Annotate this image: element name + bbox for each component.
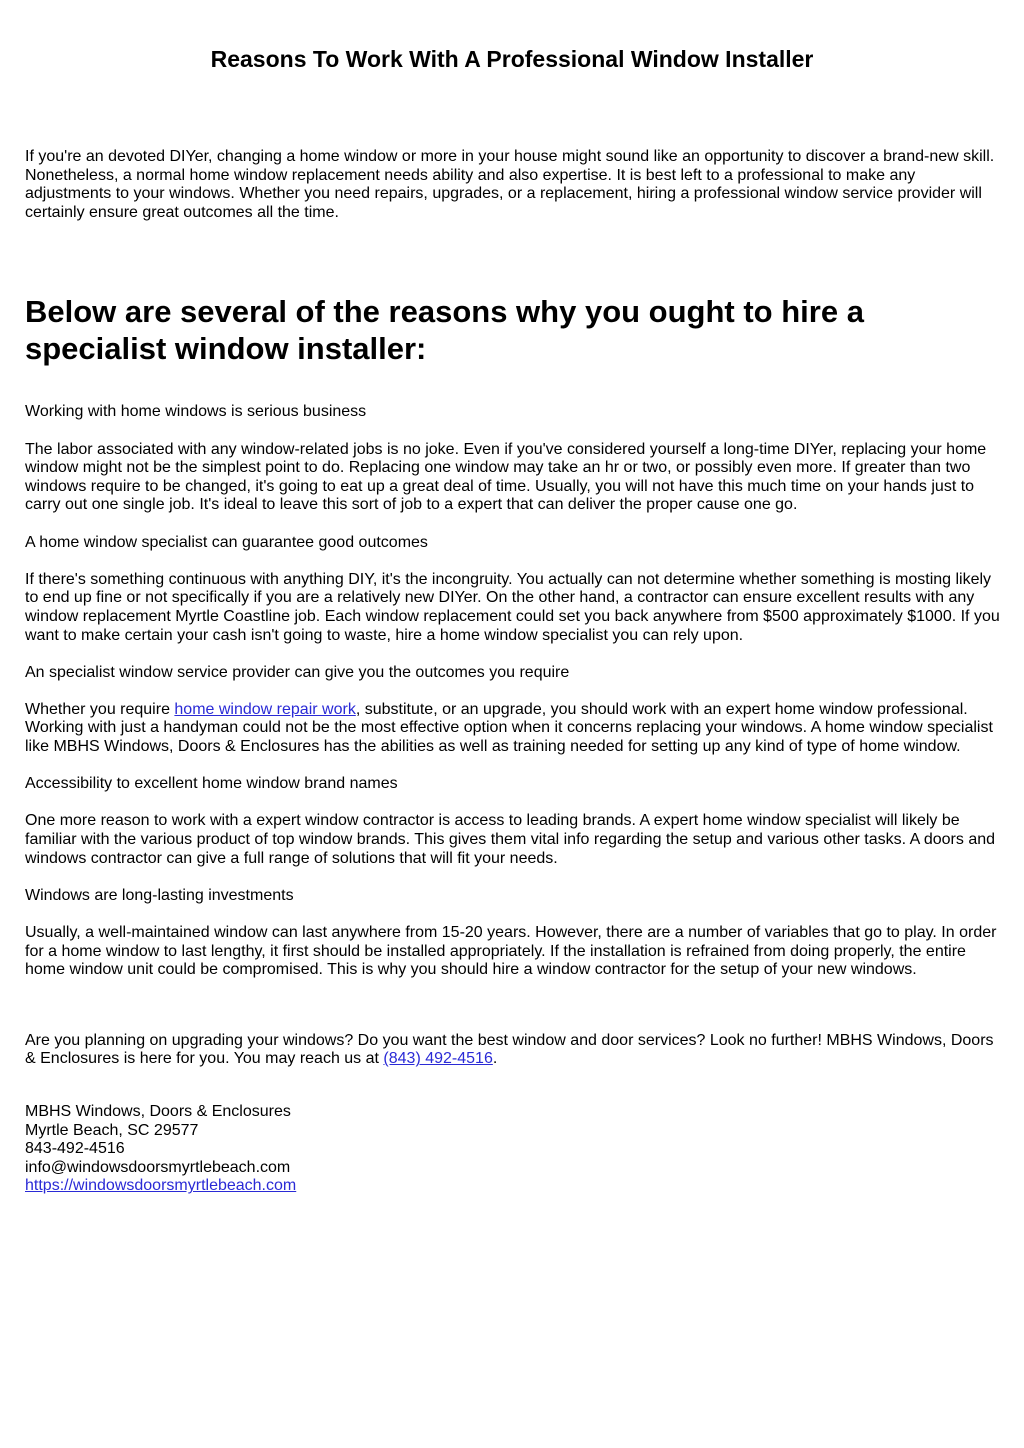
section-heading-block xyxy=(25,293,1000,367)
subheading-serious-business: Working with home windows is serious business xyxy=(25,403,367,421)
subheading-long-lasting: Windows are long-lasting investments xyxy=(25,886,294,904)
subheading-brand-names: Accessibility to excellent home window brand names xyxy=(25,775,398,793)
closing-paragraph xyxy=(25,1032,1000,1069)
paragraph-good-outcomes: If there's something continuous with anything DIY, it's the incongruity. You actually can not determine whether something is mosting likely to end up fine or not specifically if you are a relatively new DIYer. On the other hand, a contractor can ensure excellent results with any window replacement Myrtle Coastline job. Each window replacement could set you back anywhere from $500 approximately $1000. If you want to make certain your cash isn't going to waste, hire a home window specialist you can rely upon. xyxy=(25,570,1000,644)
paragraph-long-lasting: Usually, a well-maintained window can last anywhere from 15-20 years. However, there are a number of variables that go to play. In order for a home window to last lengthy, it first should be installed appropriately. If the installation is refrained from doing properly, the entire home window unit could be compromised. This is why you should hire a window contractor for the setup of your new windows. xyxy=(25,924,997,979)
section-heading: Below are several of the reasons why you ought to hire a specialist window installer: xyxy=(25,294,864,367)
intro-paragraph: If you're an devoted DIYer, changing a home window or more in your house might sound like an opportunity to discover a brand-new skill. Nonetheless, a normal home window replacement needs ability and also expertise. It is best left to a professional to make any adjustments to your windows. Whether you need repairs, upgrades, or a replacement, hiring a professional window service provider will certainly ensure great outcomes all the time. xyxy=(25,148,995,221)
contact-block xyxy=(25,1103,1000,1196)
company-website-line xyxy=(25,1177,1000,1196)
company-website-link[interactable]: https://windowsdoorsmyrtlebeach.com xyxy=(25,1177,297,1195)
paragraph-text-after-link: , substitute, or an upgrade, you should work with an expert home window professional. Working with just a handyman could not be the most effective option when it concerns replacing your windows. A home window specialist like MBHS Windows, Doors & Enclosures has the abilities as well as training needed for setting up any kind of type of home window. xyxy=(25,700,993,756)
page-title: Reasons To Work With A Professional Window Installer xyxy=(210,46,814,72)
company-phone: 843-492-4516 xyxy=(25,1140,125,1158)
paragraph-brand-names: One more reason to work with a expert window contractor is access to leading brands. A expert home window specialist will likely be familiar with the various product of top window brands. This gives them vital info regarding the setup and various other tasks. A doors and windows contractor can give a full range of solutions that will fit your needs. xyxy=(25,812,996,867)
subheading-good-outcomes: A home window specialist can guarantee good outcomes xyxy=(25,533,428,551)
paragraph-outcomes-you-require xyxy=(25,701,1000,757)
paragraph-serious-business: The labor associated with any window-related jobs is no joke. Even if you've considered yourself a long-time DIYer, replacing your home window might not be the simplest point to do. Replacing one window may take an hr or two, or possibly even more. If greater than two windows require to be changed, it's going to eat up a great deal of time. Usually, you will not have this much time on your hands just to carry out one single job. It's ideal to leave this sort of job to a expert that can deliver the proper cause one go. xyxy=(25,440,987,514)
company-email: info@windowsdoorsmyrtlebeach.com xyxy=(25,1158,291,1176)
document-body xyxy=(25,148,1000,1196)
company-name: MBHS Windows, Doors & Enclosures xyxy=(25,1102,291,1120)
paragraph-text-before-link: Whether you require xyxy=(25,700,175,718)
home-window-repair-link[interactable]: home window repair work xyxy=(174,700,356,718)
phone-link[interactable]: (843) 492-4516 xyxy=(383,1050,493,1068)
company-city: Myrtle Beach, SC 29577 xyxy=(25,1121,199,1139)
subheading-outcomes-you-require: An specialist window service provider can give you the outcomes you require xyxy=(25,663,570,681)
closing-text: Are you planning on upgrading your windows? Do you want the best window and door services? Look no further! MBHS Windows, Doors & Enclosures is here for you. You may reach us at xyxy=(25,1031,994,1068)
closing-period: . xyxy=(492,1050,498,1068)
